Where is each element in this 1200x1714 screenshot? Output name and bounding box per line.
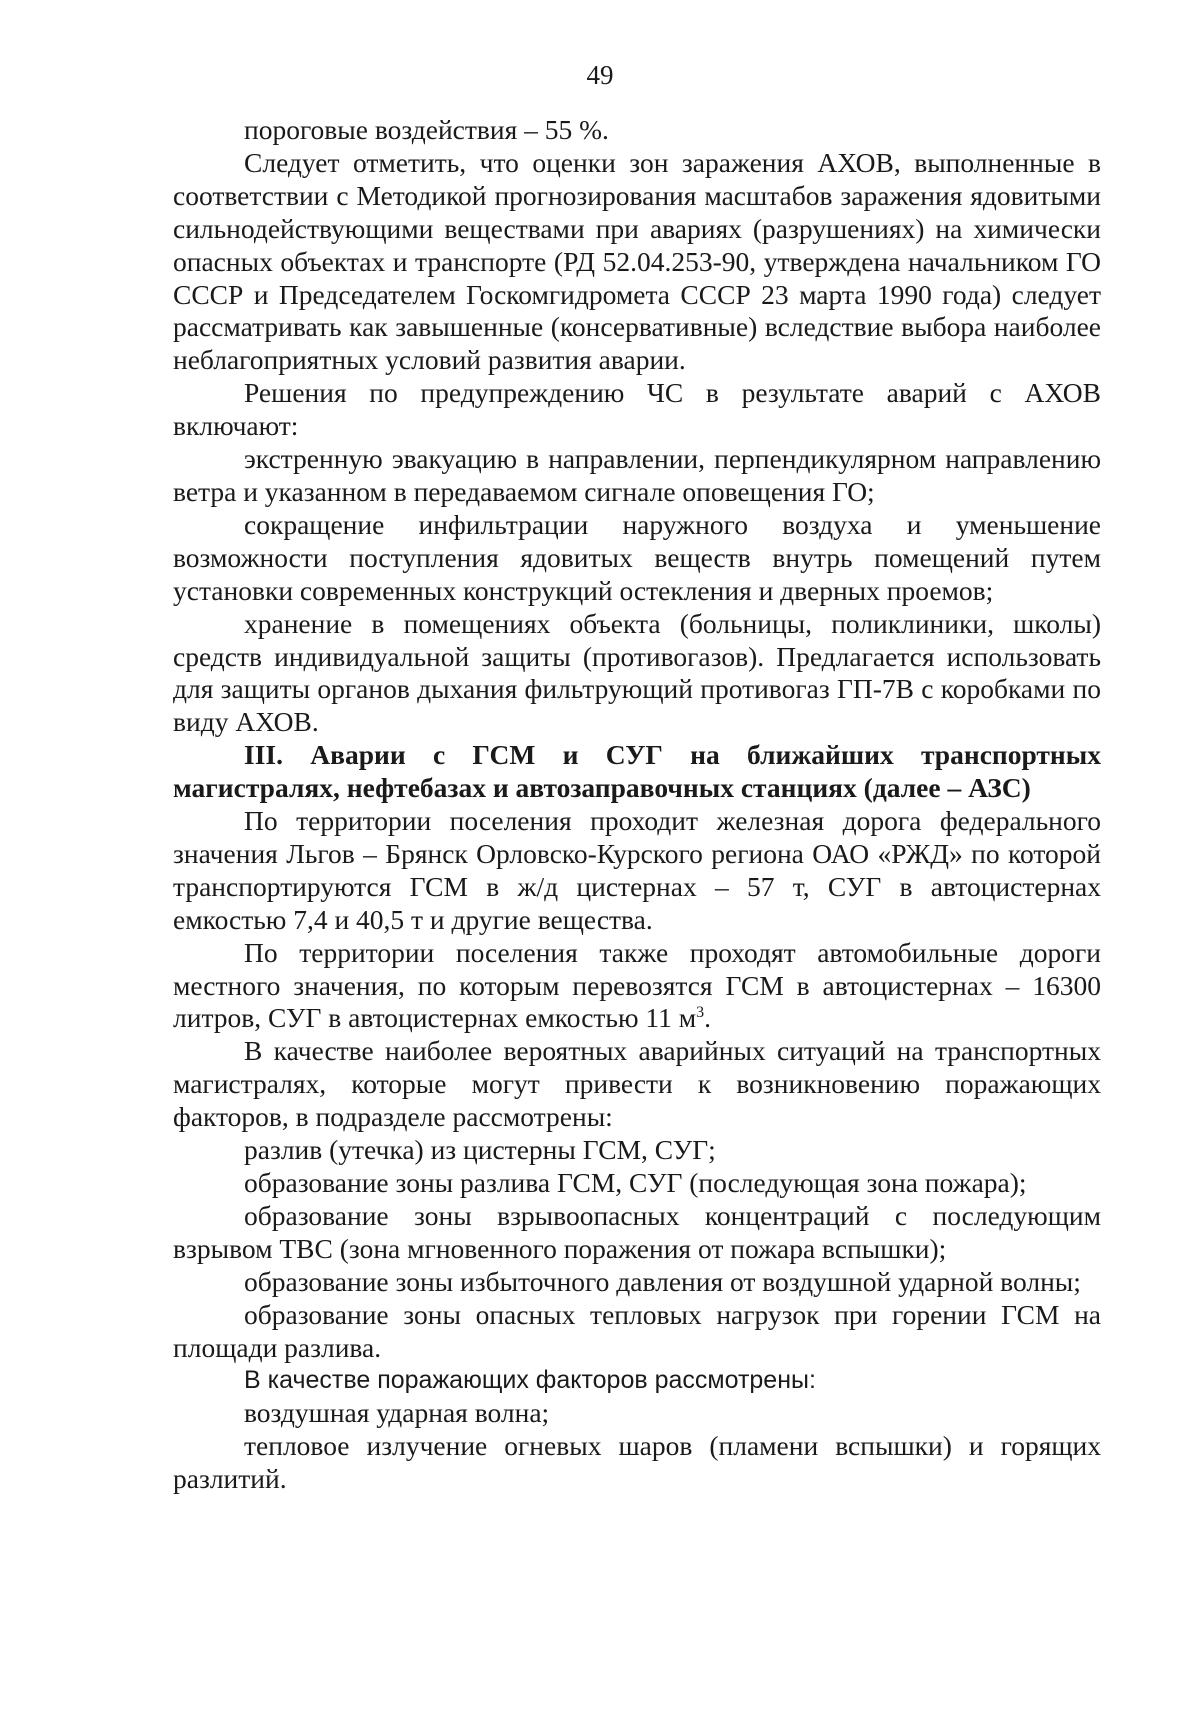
situation-item: образование зоны опасных тепловых нагрузок при горении ГСМ на площади разлива. xyxy=(173,1298,1101,1363)
paragraph-assessment-note: Следует отметить, что оценки зон заражения АХОВ, выполненные в соответствии с Методикой прогнозирования масштабов заражения ядовитыми сильнодействующими веществами при авариях (разрушениях) на химически опасных объектах и транспорте (РД 52.04.253-90, утверждена начальником ГО СССР и Председателем Госкомгидромета СССР 23 марта 1990 года) следует рассматривать как завышенные (консервативные) вследствие выбора наиболее неблагоприятных условий развития аварии. xyxy=(173,146,1101,376)
situation-item: образование зоны избыточного давления от воздушной ударной волны; xyxy=(244,1265,1081,1297)
paragraph-railway: По территории поселения проходит железная дорога федерального значения Льгов – Брянск Орловско-Курского региона ОАО «РЖД» по которой транспортируются ГСМ в ж/д цистернах – 57 т, СУГ в автоцистернах емкостью 7,4 и 40,5 т и другие вещества. xyxy=(173,805,1101,935)
page-number: 49 xyxy=(586,60,614,90)
paragraph-factors-intro: В качестве поражающих факторов рассмотрены: xyxy=(244,1366,816,1395)
paragraph-threshold: пороговые воздействия – 55 %. xyxy=(244,114,609,145)
situation-item: образование зоны взрывоопасных концентраций с последующим взрывом ТВС (зона мгновенного поражения от пожара вспышки); xyxy=(173,1199,1101,1264)
situation-item: разлив (утечка) из цистерны ГСМ, СУГ; xyxy=(244,1134,716,1166)
paragraph-infiltration: сокращение инфильтрации наружного воздуха и уменьшение возможности поступления ядовитых веществ внутрь помещений путем установки современных конструкций остекления и дверных проемов; xyxy=(173,508,1101,606)
paragraph-prevention-intro: Решения по предупреждению ЧС в результате аварий с АХОВ включают: xyxy=(173,377,1101,442)
paragraph-situations-intro: В качестве наиболее вероятных аварийных ситуаций на транспортных магистралях, которые могут привести к возникновению поражающих факторов, в подразделе рассмотрены: xyxy=(173,1035,1101,1133)
situation-item: образование зоны разлива ГСМ, СУГ (последующая зона пожара); xyxy=(244,1167,1027,1198)
section-heading: III. Аварии с ГСМ и СУГ на ближайших транспортных магистралях, нефтебазах и автозаправочных станциях (далее – АЗС) xyxy=(173,739,1101,804)
paragraph-evacuation: экстренную эвакуацию в направлении, перпендикулярном направлению ветра и указанном в передаваемом сигнале оповещения ГО; xyxy=(173,443,1101,507)
page-body xyxy=(173,114,1101,1496)
factor-item: воздушная ударная волна; xyxy=(244,1397,550,1429)
paragraph-storage: хранение в помещениях объекта (больницы, поликлиники, школы) средств индивидуальной защиты (противогазов). Предлагается использовать для защиты органов дыхания фильтрующий противогаз ГП-7В с коробками по виду АХОВ. xyxy=(173,607,1101,738)
roads-text: По территории поселения также проходят автомобильные дороги местного значения, по которым перевозятся ГСМ в автоцистернах – 16300 литров, СУГ в автоцистернах емкостью 11 м xyxy=(173,936,1101,1034)
roads-suffix: . xyxy=(704,1002,712,1034)
roads-superscript: 3 xyxy=(696,1004,705,1022)
factor-item: тепловое излучение огневых шаров (пламени вспышки) и горящих разлитий. xyxy=(173,1430,1101,1495)
paragraph-roads xyxy=(173,937,1101,1036)
